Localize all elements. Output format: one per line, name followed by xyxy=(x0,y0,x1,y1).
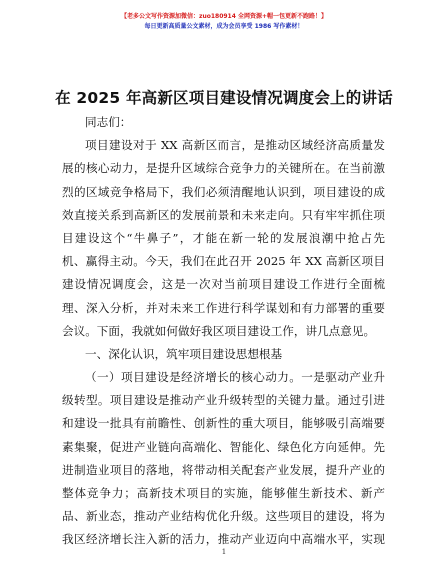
promo-banner xyxy=(0,12,448,32)
paragraph-line: 理、深入分析，并对未来工作进行科学谋划和有力部署的重要 xyxy=(62,300,385,315)
promo-banner-line-2: 每日更新高质量公文素材，成为会员享受 1986 写作素材！ xyxy=(144,23,304,30)
paragraph-line: 我区经济增长注入新的活力，推动产业迈向中高端水平，实现 xyxy=(62,532,385,547)
page-number: 1 xyxy=(221,548,227,556)
paragraph-line: 展的核心动力，是提升区域综合竞争力的关键所在。在当前激 xyxy=(62,161,385,176)
speech-body xyxy=(62,111,385,552)
promo-banner-line-1: 【老多公文写作资源加微信：zuo180914 全网资源+帽一包更新不跑路！】 xyxy=(120,13,328,20)
paragraph-line: 烈的区域竞争格局下，我们必须清醒地认识到，项目建设的成 xyxy=(62,184,385,199)
paragraph-line: 效直接关系到高新区的发展前景和未来走向。只有牢牢抓住项 xyxy=(62,207,385,222)
paragraph-line: （一）项目建设是经济增长的核心动力。一是驱动产业升 xyxy=(85,370,385,385)
paragraph-line: 进制造业项目的落地，将带动相关配套产业发展，提升产业的 xyxy=(62,462,385,477)
salutation: 同志们： xyxy=(85,115,132,129)
paragraph-line: 品、新业态，推动产业结构优化升级。这些项目的建设，将为 xyxy=(62,509,385,524)
paragraph-line: 目建设这个“牛鼻子”，才能在新一轮的发展浪潮中抢占先 xyxy=(62,230,385,245)
document-title: 在 2025 年高新区项目建设情况调度会上的讲话 xyxy=(55,89,393,107)
paragraph-line: 建设情况调度会，这是一次对当前项目建设工作进行全面梳 xyxy=(62,277,385,292)
paragraph-line: 整体竞争力；高新技术项目的实施，能够催生新技术、新产 xyxy=(62,486,385,500)
paragraph-line: 项目建设对于 XX 高新区而言，是推动区域经济高质量发 xyxy=(85,138,385,153)
paragraph-line: 级转型。项目建设是推动产业升级转型的关键力量。通过引进 xyxy=(62,393,385,408)
paragraph-line: 会议。下面，我就如何做好我区项目建设工作，讲几点意见。 xyxy=(62,323,376,338)
paragraph-line: 和建设一批具有前瞻性、创新性的重大项目，能够吸引高端要 xyxy=(62,416,385,431)
paragraph-line: 素集聚，促进产业链向高端化、智能化、绿色化方向延伸。先 xyxy=(62,439,385,454)
section-heading: 一、深化认识，筑牢项目建设思想根基 xyxy=(85,346,283,361)
paragraph-line: 机、赢得主动。今天，我们在此召开 2025 年 XX 高新区项目 xyxy=(62,254,385,269)
